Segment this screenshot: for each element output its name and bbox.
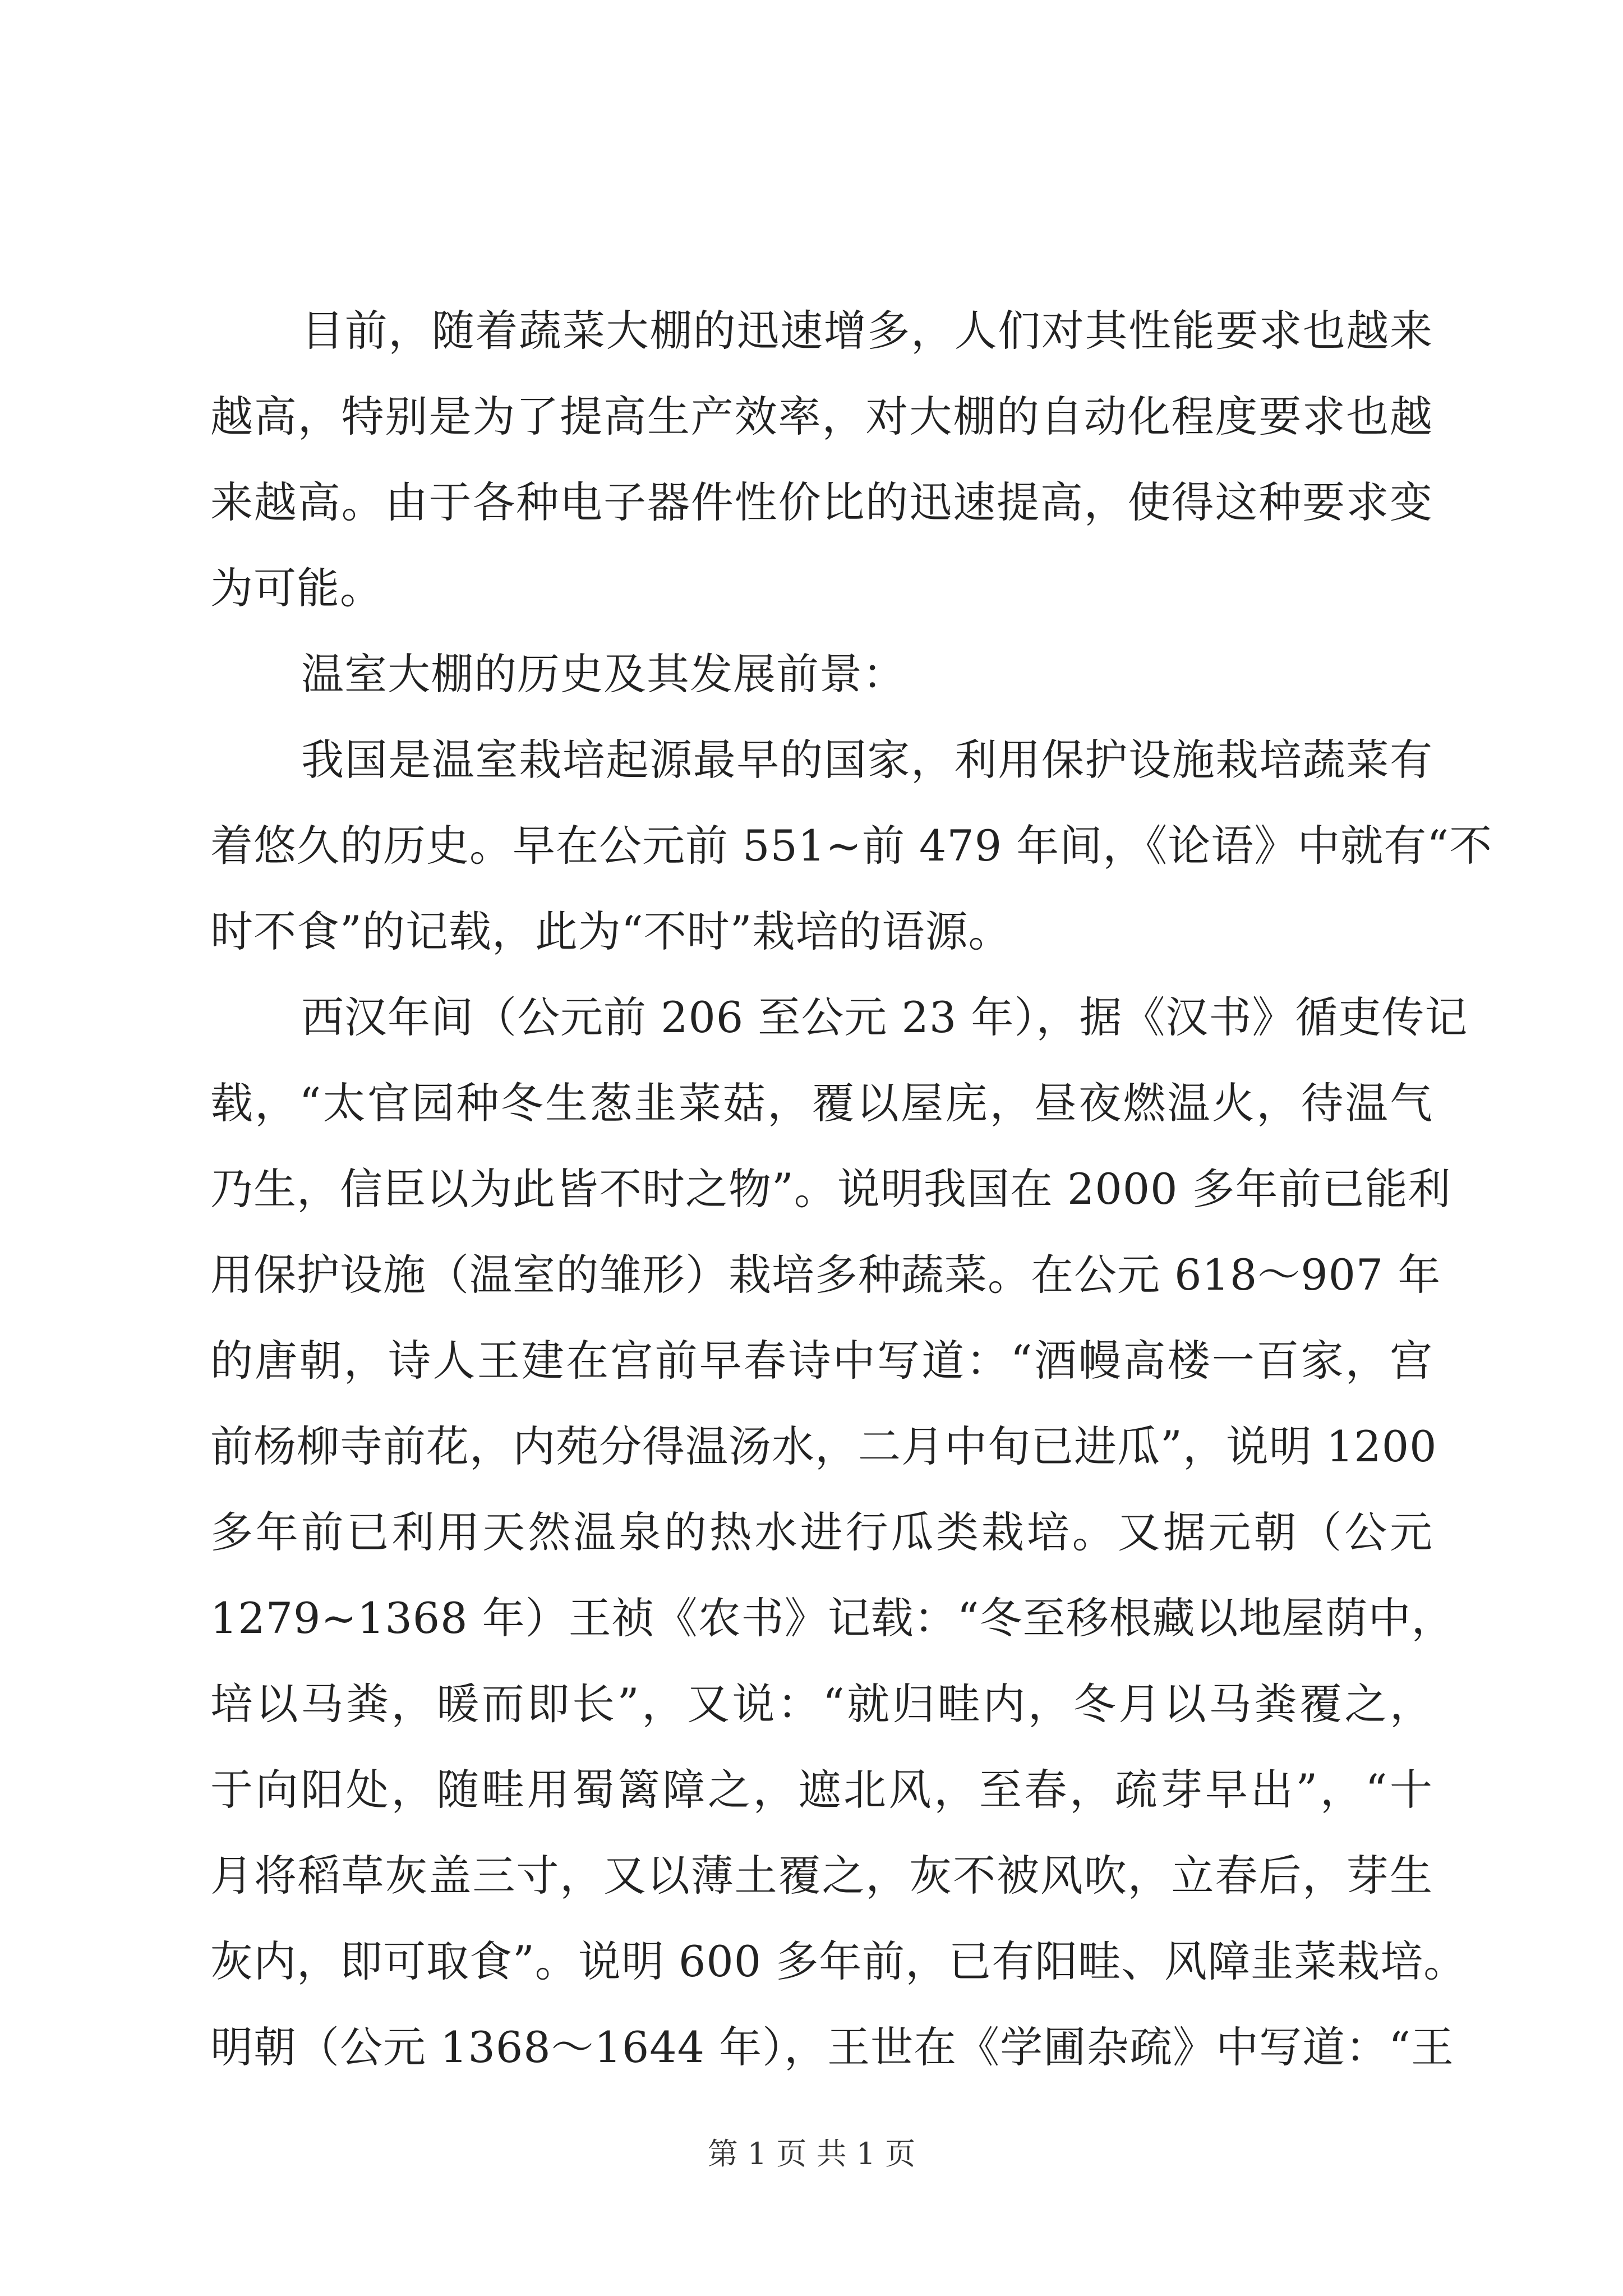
- paragraph-4-line-7: 多年前已利用天然温泉的热水进行瓜类栽培。又据元朝（公元: [210, 1507, 1433, 1557]
- paragraph-4-line-9: 培以马粪，暖而即长”，又说：“就归畦内，冬月以马粪覆之，: [210, 1679, 1433, 1729]
- paragraph-4-line-13: 明朝（公元 1368～1644 年），王世在《学圃杂疏》中写道：“王: [210, 2022, 1454, 2072]
- paragraph-4-line-8: 1279~1368 年）王祯《农书》记载：“冬至移根藏以地屋荫中，: [210, 1593, 1455, 1643]
- paragraph-4-line-1: 西汉年间（公元前 206 至公元 23 年），据《汉书》循吏传记: [301, 992, 1468, 1042]
- paragraph-3-line-2: 着悠久的历史。早在公元前 551~前 479 年间，《论语》中就有“不: [210, 821, 1493, 871]
- paragraph-4-line-12: 灰内，即可取食”。说明 600 多年前，已有阳畦、风障韭菜栽培。: [210, 1936, 1467, 1986]
- paragraph-1-line-4: 为可能。: [210, 563, 383, 613]
- paragraph-3-line-1: 我国是温室栽培起源最早的国家，利用保护设施栽培蔬菜有: [301, 735, 1433, 785]
- paragraph-3-line-3: 时不食”的记载，此为“不时”栽培的语源。: [210, 907, 1012, 956]
- paragraph-1-line-1: 目前，随着蔬菜大棚的迅速增多，人们对其性能要求也越来: [301, 306, 1433, 356]
- paragraph-1-line-2: 越高，特别是为了提高生产效率，对大棚的自动化程度要求也越: [210, 392, 1433, 441]
- paragraph-1-line-3: 来越高。由于各种电子器件性价比的迅速提高，使得这种要求变: [210, 477, 1433, 527]
- paragraph-4-line-6: 前杨柳寺前花，内苑分得温汤水，二月中旬已进瓜”，说明 1200: [210, 1421, 1437, 1471]
- paragraph-4-line-2: 载，“太官园种冬生葱韭菜菇，覆以屋庑，昼夜燃温火，待温气: [210, 1078, 1433, 1128]
- page-footer: 第 1 页 共 1 页: [707, 2136, 916, 2171]
- paragraph-4-line-5: 的唐朝，诗人王建在宫前早春诗中写道：“酒幔高楼一百家，宫: [210, 1336, 1433, 1386]
- paragraph-4-line-4: 用保护设施（温室的雏形）栽培多种蔬菜。在公元 618～907 年: [210, 1250, 1441, 1300]
- paragraph-4-line-11: 月将稻草灰盖三寸，又以薄土覆之，灰不被风吹，立春后，芽生: [210, 1851, 1433, 1901]
- paragraph-4-line-10: 于向阳处，随畦用蜀篱障之，遮北风，至春，疏芽早出”，“十: [210, 1765, 1433, 1815]
- section-heading: 温室大棚的历史及其发展前景：: [301, 649, 906, 699]
- paragraph-4-line-3: 乃生，信臣以为此皆不时之物”。说明我国在 2000 多年前已能利: [210, 1164, 1451, 1214]
